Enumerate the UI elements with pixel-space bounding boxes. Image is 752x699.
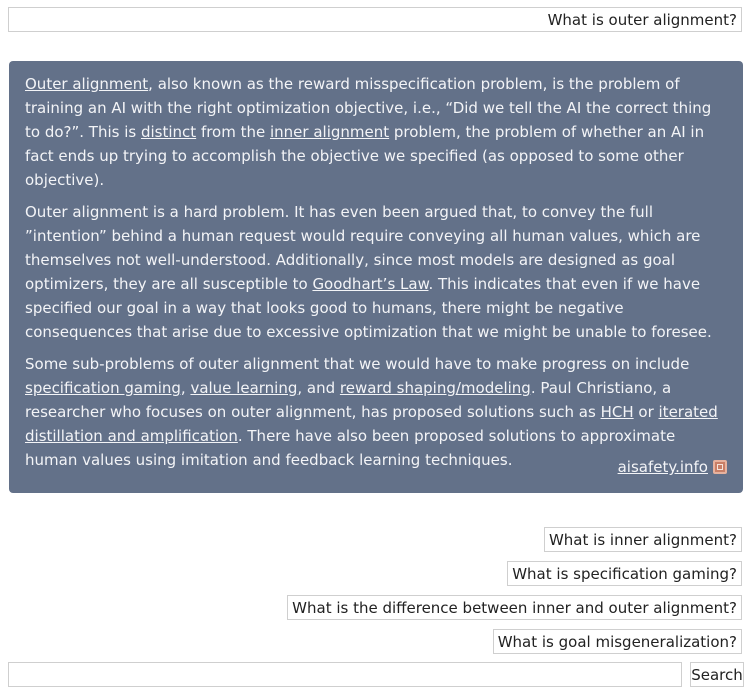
answer-text: problem, the problem of whether an AI in fact ends up trying to accomplish the objective we specified (as opposed to some other objective). [25, 123, 705, 189]
answer-text: , [180, 379, 191, 397]
answer-text: Outer alignment is a hard problem. It has even been argued that, to convey the full ”intention” behind a human request would require conveying all human values, which are themselves not well-understood. Additionally, since most models are designed as goal optimizers, they are all susceptible to [25, 203, 701, 293]
answer-text: . There have also been proposed solutions to approximate human values using imitation and feedback learning techniques. [25, 427, 676, 469]
source-link[interactable]: aisafety.info [617, 458, 708, 476]
related-question-inner-vs-outer[interactable] [287, 595, 742, 620]
related-question-label: What is goal misgeneralization? [497, 632, 737, 651]
answer-paragraph-2 [25, 200, 727, 344]
related-question-label: What is the difference between inner and outer alignment? [292, 598, 737, 617]
answer-paragraph-3 [25, 352, 727, 472]
answer-text: Some sub-problems of outer alignment that we would have to make progress on include [25, 355, 690, 373]
answer-paragraph-1 [25, 72, 727, 192]
current-question [8, 7, 742, 32]
link-goodharts-law[interactable]: Goodhart’s Law [312, 275, 429, 293]
link-value-learning[interactable]: value learning [190, 379, 298, 397]
related-question-label: What is specification gaming? [512, 564, 737, 583]
source-row [618, 455, 727, 479]
related-question-goal-misgeneralization[interactable] [493, 629, 742, 654]
link-outer-alignment[interactable]: Outer alignment [25, 75, 149, 93]
answer-text: from the [196, 123, 270, 141]
answer-text: , and [297, 379, 340, 397]
link-iterated-distillation[interactable]: iterated distillation and amplification [25, 403, 718, 445]
answer-text: or [633, 403, 659, 421]
link-reward-shaping[interactable]: reward shaping/modeling [339, 379, 531, 397]
related-question-label: What is inner alignment? [548, 530, 737, 549]
link-inner-alignment[interactable]: inner alignment [270, 123, 390, 141]
search-input[interactable] [8, 662, 682, 687]
current-question-text: What is outer alignment? [547, 10, 737, 29]
answer-text: , also known as the reward misspecification problem, is the problem of training an AI with the right optimization objective, i.e., “Did we tell the AI the correct thing to do?”. This is [25, 75, 712, 141]
related-question-specification-gaming[interactable] [507, 561, 742, 586]
link-distinct[interactable]: distinct [140, 123, 197, 141]
search-button[interactable]: Search [690, 662, 744, 687]
link-specification-gaming[interactable]: specification gaming [25, 379, 181, 397]
answer-text: . Paul Christiano, a researcher who focuses on outer alignment, has proposed solutions such as [25, 379, 672, 421]
link-hch[interactable]: HCH [600, 403, 634, 421]
external-link-icon[interactable] [713, 460, 727, 474]
related-question-inner-alignment[interactable] [544, 527, 742, 552]
answer-text: . This indicates that even if we have specified our goal in a way that looks good to humans, there might be negative consequences that arise due to excessive optimization that we might be unable to foresee. [25, 275, 712, 341]
answer-card [9, 61, 743, 493]
